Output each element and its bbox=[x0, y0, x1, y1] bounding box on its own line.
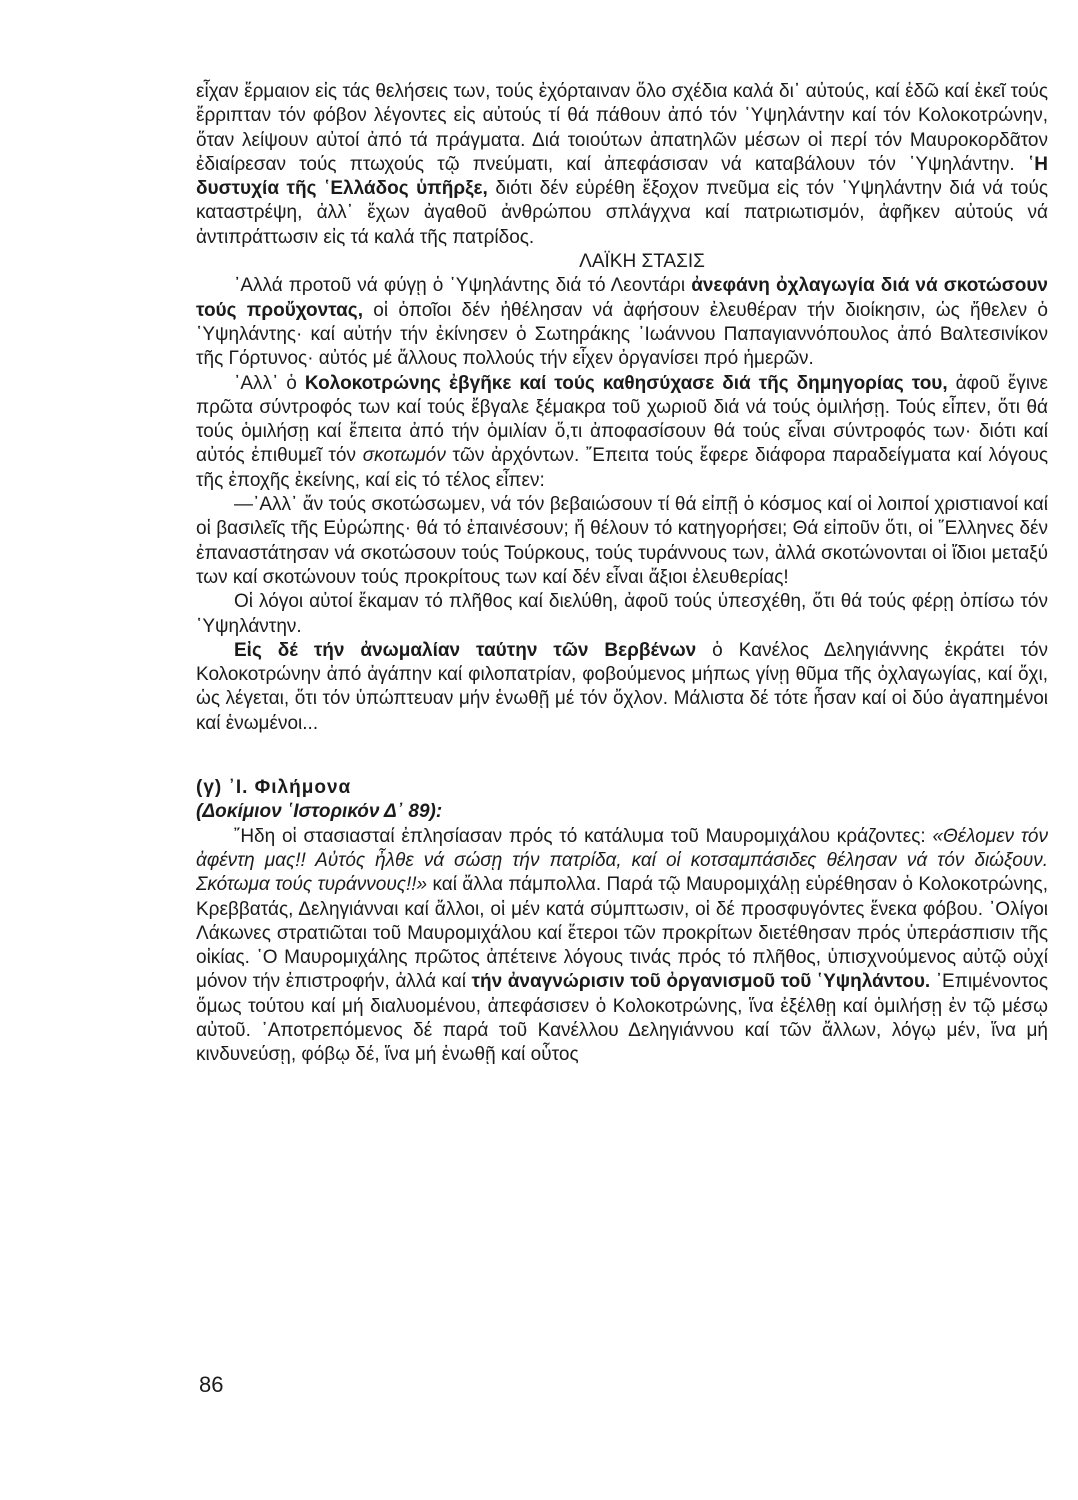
paragraph-1: εἶχαν ἕρμαιον εἰς τάς θελήσεις των, τούς ἐχόρταιναν ὅλο σχέδια καλά δι᾽ αὐτούς, καί ἐδῶ καί ἐκεῖ τούς ἔρριπταν τόν φόβον λέγοντες εἰς αὐτούς τί θά πάθουν ἀπό τόν ῾Υψηλάντην καί τόν Κολοκοτρώνην, ὅταν λείψουν αὐτοί ἀπό τά πράγματα. Διά τοιούτων ἀπατηλῶν μέσων οἱ περί τόν Μαυροκορδᾶτον ἐδιαίρεσαν τούς πτωχούς τῷ πνεύματι, καί ἀπεφάσισαν νά καταβάλουν τόν ῾Υψηλάντην. ῾Η δυστυχία τῆς ῾Ελλάδος ὑπῆρξε, διότι δέν εὑρέθη ἔξοχον πνεῦμα εἰς τόν ῾Υψηλάντην διά νά τούς καταστρέψη, ἀλλ᾽ ἔχων ἀγαθοῦ ἀνθρώπου σπλάγχνα καί πατριωτισμόν, ἀφῆκεν αὐτούς νά ἀντιπράττωσιν εἰς τά καλά τῆς πατρίδος. bbox=[196, 81, 1048, 248]
source-citation: (Δοκίμιον ῾Ιστορικόν Δ᾽ 89): bbox=[196, 801, 443, 823]
bold-phrase: ῾Η δυστυχία τῆς ῾Ελλάδος ὑπῆρξε, bbox=[196, 153, 1048, 200]
spacer bbox=[196, 736, 1048, 776]
page-number: 86 bbox=[199, 1372, 224, 1397]
paragraph-5: Οἱ λόγοι αὐτοί ἔκαμαν τό πλῆθος καί διελύθη, ἀφοῦ τούς ὑπεσχέθη, ὅτι θά τούς φέρῃ ὀπίσω τόν ῾Υψηλάντην. bbox=[196, 591, 1048, 637]
paragraph-7: ῎Ηδη οἱ στασιασταί ἐπλησίασαν πρός τό κατάλυμα τοῦ Μαυρομιχάλου κράζοντες: «Θέλομεν τόν ἀφέντη μας!! Αὐτός ἦλθε νά σώσῃ τήν πατρίδα, καί οἱ κοτσαμπάσιδες θέλησαν νά τόν διώξουν. Σκότωμα τούς τυράννους!!» καί ἄλλα πάμπολλα. Παρά τῷ Μαυρομιχάλῃ εὑρέθησαν ὁ Κολοκοτρώνης, Κρεββατάς, Δεληγιάνναι καί ἄλλοι, οἱ μέν κατά σύμπτωσιν, οἱ δέ προσφυγόντες ἕνεκα φόβου. ᾽Ολίγοι Λάκωνες στρατιῶται τοῦ Μαυρομιχάλου καί ἕτεροι τῶν προκρίτων διετέθησαν πρός ὑπεράσπισιν τῆς οἰκίας. ῾Ο Μαυρομιχάλης πρῶτος ἀπέτεινε λόγους τινάς πρός τό πλῆθος, ὑπισχνούμενος αὐτῷ οὐχί μόνον τήν ἐπιστροφήν, ἀλλά καί τήν ἀναγνώρισιν τοῦ ὀργανισμοῦ τοῦ ῾Υψηλάντου. ᾽Επιμένοντος ὅμως τούτου καί μή διαλυομένου, ἀπεφάσισεν ὁ Κολοκοτρώνης, ἵνα ἐξέλθῃ καί ὁμιλήσῃ ἐν τῷ μέσῳ αὐτοῦ. ᾽Αποτρεπόμενος δέ παρά τοῦ Κανέλλου Δεληγιάννου καί τῶν ἄλλων, λόγῳ μέν, ἵνα μή κινδυνεύσῃ, φόβῳ δέ, ἵνα μή ἑνωθῇ καί οὗτος bbox=[196, 825, 1048, 1066]
bold-phrase: τήν ἀναγνώρισιν τοῦ ὀργανισμοῦ τοῦ ῾Υψηλάντου. bbox=[471, 971, 931, 993]
bold-phrase: Κολοκοτρώνης ἐβγῆκε καί τούς καθησύχασε διά τῆς δημηγορίας του, bbox=[304, 372, 948, 394]
source-label: (γ) ᾽Ι. Φιλήμονα bbox=[196, 777, 352, 799]
bold-phrase: ἀνεφάνη ὀχλαγωγία διά νά σκοτώσουν τούς προὔχοντας, bbox=[196, 275, 1049, 321]
italic-word: σκοτωμόν bbox=[362, 445, 446, 467]
paragraph-3: ᾽Αλλ᾽ ὁ Κολοκοτρώνης ἐβγῆκε καί τούς καθησύχασε διά τῆς δημηγορίας του, ἀφοῦ ἔγινε πρῶτα σύντροφός των καί τούς ἔβγαλε ξέμακρα τοῦ χωριοῦ διά νά τούς ὁμιλήσῃ. Τούς εἶπεν, ὅτι θά τούς ὁμιλήσῃ καί ἔπειτα ἀπό τήν ὁμιλίαν ὅ,τι ἀποφασίσουν θά τούς εἶναι σύντροφός των· διότι καί αὐτός ἐπιθυμεῖ τόν σκοτωμόν τῶν ἀρχόντων. ῎Επειτα τούς ἔφερε διάφορα παραδείγματα καί λόγους τῆς ἐποχῆς ἐκείνης, καί εἰς τό τέλος εἶπεν: bbox=[196, 372, 1049, 491]
paragraph-2: ᾽Αλλά προτοῦ νά φύγῃ ὁ ῾Υψηλάντης διά τό Λεοντάρι ἀνεφάνη ὀχλαγωγία διά νά σκοτώσουν τούς προὔχοντας, οἱ ὁποῖοι δέν ἠθέλησαν νά ἀφήσουν ἐλευθέραν τήν διοίκησιν, ὡς ἤθελεν ὁ ῾Υψηλάντης· καί αὐτήν τήν ἐκίνησεν ὁ Σωτηράκης ᾽Ιωάννου Παπαγιαννόπουλος ἀπό Βαλτεσινίκον τῆς Γόρτυνος· αὐτός μέ ἄλλους πολλούς τήν εἶχεν ὀργανίσει πρό ἡμερῶν. bbox=[196, 275, 1049, 370]
text-column bbox=[196, 80, 1048, 1068]
section-heading: ΛΑΪΚΗ ΣΤΑΣΙΣ bbox=[579, 251, 705, 273]
paragraph-6: Εἰς δέ τήν ἀνωμαλίαν ταύτην τῶν Βερβένων ὁ Κανέλος Δεληγιάννης ἐκράτει τόν Κολοκοτρώνην ἀπό ἀγάπην καί φιλοπατρίαν, φοβούμενος μήπως γίνῃ θῦμα τῆς ὀχλαγωγίας, καί ὄχι, ὡς λέγεται, ὅτι τόν ὑπώπτευαν μήν ἑνωθῇ μέ τόν ὄχλον. Μάλιστα δέ τότε ἦσαν καί οἱ δύο ἀγαπημένοι καί ἑνωμένοι... bbox=[196, 639, 1048, 734]
bold-phrase: Εἰς δέ τήν ἀνωμαλίαν ταύτην τῶν Βερβένων bbox=[234, 639, 697, 661]
paragraph-quote: —᾽Αλλ᾽ ἄν τούς σκοτώσωμεν, νά τόν βεβαιώσουν τί θά εἰπῇ ὁ κόσμος καί οἱ λοιποί χριστιανοί καί οἱ βασιλεῖς τῆς Εὐρώπης· θά τό ἐπαινέσουν; ἤ θέλουν τό κατηγορήσει; Θά εἰποῦν ὅτι, οἱ ῞Ελληνες δέν ἐπαναστάτησαν νά σκοτώσουν τούς Τούρκους, τούς τυράννους των, ἀλλά σκοτώνονται οἱ ἴδιοι μεταξύ των καί σκοτώνουν τούς προκρίτους των καί δέν εἶναι ἄξιοι ἐλευθερίας! bbox=[196, 494, 1048, 588]
italic-quote: «Θέλομεν τόν ἀφέντη μας!! Αὐτός ἦλθε νά σώσῃ τήν πατρίδα, καί οἱ κοτσαμπάσιδες θέλησαν νά τόν διώξουν. Σκότωμα τούς τυράννους!!» bbox=[196, 825, 1048, 896]
